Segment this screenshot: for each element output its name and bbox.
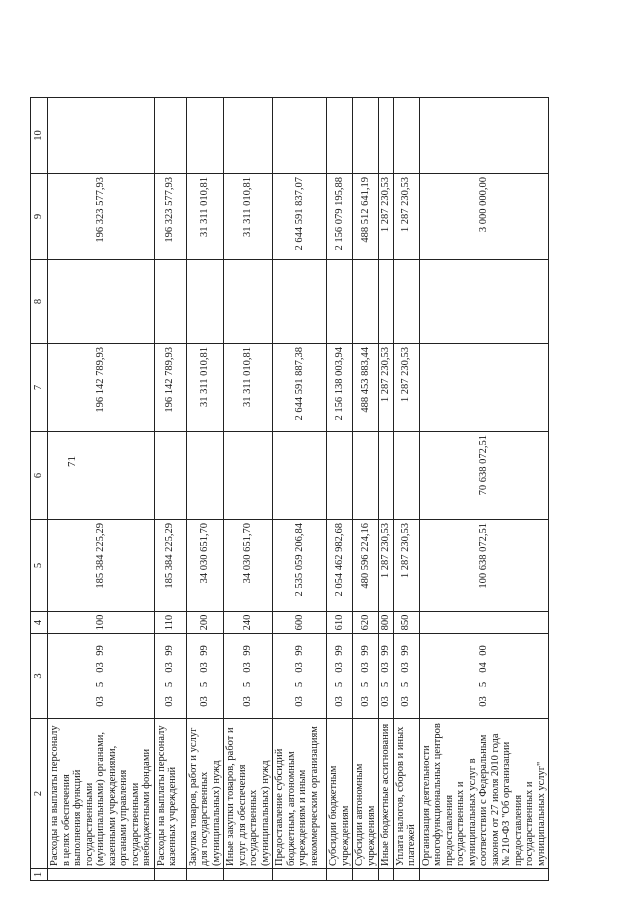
code-part: 99: [242, 645, 254, 656]
code-part: 99: [164, 645, 176, 656]
row-c6-amount-cell: [327, 432, 353, 520]
row-c6-amount-cell: [224, 432, 273, 520]
row-c10-amount-cell: [393, 98, 419, 174]
row-c8-amount-cell: [353, 260, 379, 344]
row-col1-cell: [353, 869, 379, 881]
row-c7-amount-cell: [419, 344, 549, 432]
row-name-cell: Иные закупки товаров, работ и услуг для обеспечения государственных (муниципальных) нужд: [224, 719, 273, 869]
row-c10-amount-cell: [224, 98, 273, 174]
row-c5-amount-cell: 185 384 225,29: [154, 520, 186, 612]
row-col1-cell: [186, 869, 224, 881]
row-c10-amount-cell: [419, 98, 549, 174]
row-c5-amount-cell: 2 054 462 982,68: [327, 520, 353, 612]
column-number-4: 4: [31, 612, 48, 634]
row-c8-amount-cell: [186, 260, 224, 344]
row-col1-cell: [224, 869, 273, 881]
table-row: [353, 98, 379, 881]
column-number-8: 8: [31, 260, 48, 344]
code-part: 5: [242, 681, 254, 688]
row-c10-amount-cell: [48, 98, 155, 174]
row-name-cell: Расходы на выплаты персоналу в целях обеспечения выполнения функций государственными (муниципальными) органами, казенными учреждениями, органами управления государственными внебюджетными фондами: [48, 719, 155, 869]
code-part: 5: [359, 681, 371, 688]
code-part: 03: [359, 696, 371, 707]
row-expense-type-cell: [419, 612, 549, 634]
row-c7-amount-cell: 488 453 883,44: [353, 344, 379, 432]
row-c6-amount-cell: [379, 432, 394, 520]
row-c6-amount-cell: [48, 432, 155, 520]
code-part: 99: [333, 645, 345, 656]
row-expense-type-cell: 800: [379, 612, 394, 634]
row-c7-amount-cell: 31 311 010,81: [224, 344, 273, 432]
row-c6-amount-cell: [186, 432, 224, 520]
row-c7-amount-cell: 196 142 789,93: [48, 344, 155, 432]
column-number-6: 6: [31, 432, 48, 520]
row-code-cell: [393, 634, 419, 719]
row-c6-amount-cell: [353, 432, 379, 520]
code-part: 99: [359, 645, 371, 656]
row-c5-amount-cell: 480 596 224,16: [353, 520, 379, 612]
row-c6-amount-cell: [393, 432, 419, 520]
row-col1-cell: [393, 869, 419, 881]
code-part: 03: [95, 696, 106, 707]
row-c5-amount-cell: 185 384 225,29: [48, 520, 155, 612]
row-c8-amount-cell: [393, 260, 419, 344]
row-name-cell: Уплата налогов, сборов и иных платежей: [393, 719, 419, 869]
row-c7-amount-cell: 2 156 138 003,94: [327, 344, 353, 432]
row-code-cell: [186, 634, 224, 719]
row-c9-amount-cell: 196 323 577,93: [48, 174, 155, 260]
table-body: [48, 98, 549, 881]
code-part: 03: [400, 662, 412, 673]
row-c10-amount-cell: [273, 98, 327, 174]
code-part: 03: [380, 662, 391, 673]
row-code-cell: [154, 634, 186, 719]
row-code-cell: [419, 634, 549, 719]
row-c5-amount-cell: 34 030 651,70: [224, 520, 273, 612]
table-row: [273, 98, 327, 881]
row-c9-amount-cell: 2 156 079 195,88: [327, 174, 353, 260]
code-part: 99: [400, 645, 412, 656]
row-c10-amount-cell: [379, 98, 394, 174]
code-part: 03: [400, 696, 412, 707]
code-part: 03: [293, 696, 305, 707]
code-part: 03: [242, 662, 254, 673]
row-c8-amount-cell: [273, 260, 327, 344]
row-expense-type-cell: 620: [353, 612, 379, 634]
row-c5-amount-cell: 1 287 230,53: [379, 520, 394, 612]
row-c8-amount-cell: [154, 260, 186, 344]
row-expense-type-cell: 200: [186, 612, 224, 634]
table-row: [419, 98, 549, 881]
row-c6-amount-cell: [273, 432, 327, 520]
row-c8-amount-cell: [327, 260, 353, 344]
code-part: 04: [478, 662, 489, 673]
code-part: 5: [380, 681, 391, 688]
row-c10-amount-cell: [353, 98, 379, 174]
row-col1-cell: [327, 869, 353, 881]
row-name-cell: Предоставление субсидий бюджетным, автономным учреждениям и иным некоммерческим организациям: [273, 719, 327, 869]
row-c8-amount-cell: [419, 260, 549, 344]
row-c9-amount-cell: 2 644 591 837,07: [273, 174, 327, 260]
row-c9-amount-cell: 31 311 010,81: [224, 174, 273, 260]
code-part: 5: [95, 681, 106, 688]
row-col1-cell: [154, 869, 186, 881]
budget-table: [30, 97, 549, 881]
row-c10-amount-cell: [327, 98, 353, 174]
row-c6-amount-cell: 70 638 072,51: [419, 432, 549, 520]
code-part: 03: [293, 662, 305, 673]
row-c8-amount-cell: [379, 260, 394, 344]
row-c5-amount-cell: 1 287 230,53: [393, 520, 419, 612]
table-row: [327, 98, 353, 881]
column-number-3: 3: [31, 634, 48, 719]
row-c9-amount-cell: 1 287 230,53: [379, 174, 394, 260]
row-col1-cell: [273, 869, 327, 881]
code-part: 03: [242, 696, 254, 707]
code-part: 5: [478, 681, 489, 688]
column-number-2: 2: [31, 719, 48, 869]
row-c6-amount-cell: [154, 432, 186, 520]
row-code-cell: [48, 634, 155, 719]
row-code-cell: [379, 634, 394, 719]
code-part: 03: [380, 696, 391, 707]
row-col1-cell: [379, 869, 394, 881]
row-name-cell: Закупка товаров, работ и услуг для государственных (муниципальных) нужд: [186, 719, 224, 869]
column-number-10: 10: [31, 98, 48, 174]
row-c7-amount-cell: 1 287 230,53: [393, 344, 419, 432]
column-number-1: 1: [31, 869, 48, 881]
table-row: [224, 98, 273, 881]
row-col1-cell: [419, 869, 549, 881]
table-row: [379, 98, 394, 881]
row-name-cell: Расходы на выплаты персоналу казенных учреждений: [154, 719, 186, 869]
row-c8-amount-cell: [224, 260, 273, 344]
code-part: 03: [199, 696, 210, 707]
row-code-cell: [327, 634, 353, 719]
row-c7-amount-cell: 31 311 010,81: [186, 344, 224, 432]
row-expense-type-cell: 600: [273, 612, 327, 634]
row-c7-amount-cell: 2 644 591 887,38: [273, 344, 327, 432]
row-expense-type-cell: 610: [327, 612, 353, 634]
row-name-cell: Субсидии бюджетным учреждениям: [327, 719, 353, 869]
code-part: 03: [359, 662, 371, 673]
code-part: 03: [478, 696, 489, 707]
row-c9-amount-cell: 31 311 010,81: [186, 174, 224, 260]
row-c8-amount-cell: [48, 260, 155, 344]
row-c9-amount-cell: 488 512 641,19: [353, 174, 379, 260]
row-c7-amount-cell: 196 142 789,93: [154, 344, 186, 432]
table-row: [186, 98, 224, 881]
code-part: 00: [478, 645, 489, 656]
code-part: 5: [333, 681, 345, 688]
table-row: [154, 98, 186, 881]
row-code-cell: [224, 634, 273, 719]
column-number-9: 9: [31, 174, 48, 260]
row-code-cell: [273, 634, 327, 719]
table-row: [393, 98, 419, 881]
code-part: 5: [400, 681, 412, 688]
row-c9-amount-cell: 196 323 577,93: [154, 174, 186, 260]
row-name-cell: Субсидии автономным учреждениям: [353, 719, 379, 869]
row-c9-amount-cell: 1 287 230,53: [393, 174, 419, 260]
code-part: 99: [199, 645, 210, 656]
code-part: 03: [199, 662, 210, 673]
row-c7-amount-cell: 1 287 230,53: [379, 344, 394, 432]
code-part: 5: [199, 681, 210, 688]
row-c9-amount-cell: 3 000 000,00: [419, 174, 549, 260]
row-expense-type-cell: 850: [393, 612, 419, 634]
code-part: 03: [164, 662, 176, 673]
code-part: 03: [333, 696, 345, 707]
row-c5-amount-cell: 34 030 651,70: [186, 520, 224, 612]
code-part: 03: [164, 696, 176, 707]
row-name-cell: Иные бюджетные ассигнования: [379, 719, 394, 869]
row-c10-amount-cell: [154, 98, 186, 174]
code-part: 5: [293, 681, 305, 688]
row-c10-amount-cell: [186, 98, 224, 174]
code-part: 03: [333, 662, 345, 673]
row-c5-amount-cell: 100 638 072,51: [419, 520, 549, 612]
column-number-row: [31, 98, 48, 881]
column-number-7: 7: [31, 344, 48, 432]
row-name-cell: Организация деятельности многофункциональных центров предоставления государственных и муниципальных услуг в соответствии с Федеральным законом от 27 июля 2010 года № 210-ФЗ "Об организации предоставления государственных и муниципальных услуг": [419, 719, 549, 869]
row-expense-type-cell: 240: [224, 612, 273, 634]
code-part: 99: [380, 645, 391, 656]
code-part: 5: [164, 681, 176, 688]
row-expense-type-cell: 110: [154, 612, 186, 634]
code-part: 99: [95, 645, 106, 656]
row-expense-type-cell: 100: [48, 612, 155, 634]
table-row: [48, 98, 155, 881]
row-col1-cell: [48, 869, 155, 881]
code-part: 99: [293, 645, 305, 656]
row-code-cell: [353, 634, 379, 719]
page-number: 71: [66, 456, 78, 467]
row-c5-amount-cell: 2 535 059 206,84: [273, 520, 327, 612]
column-number-5: 5: [31, 520, 48, 612]
code-part: 03: [95, 662, 106, 673]
